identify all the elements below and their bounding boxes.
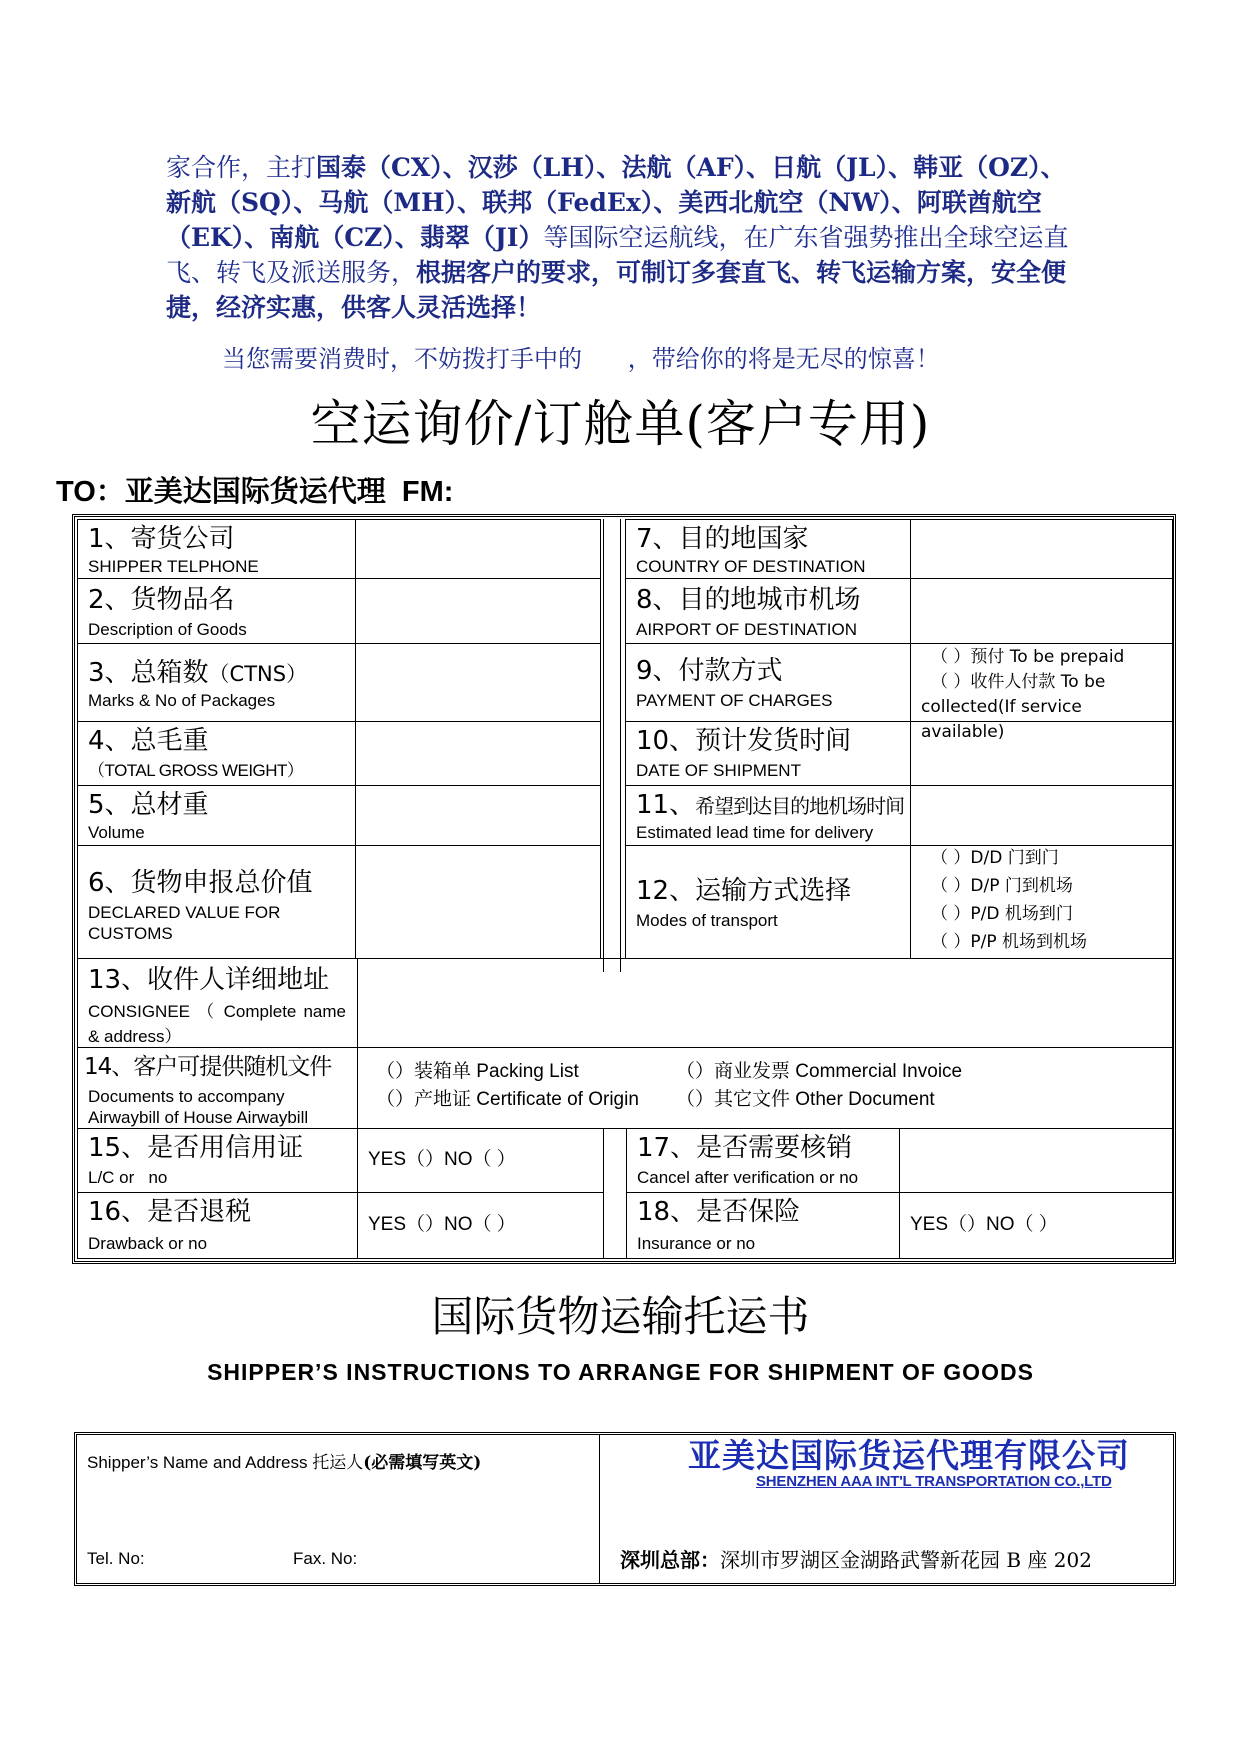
transport-option-pd[interactable]: （ ）P/D 机场到门 xyxy=(931,904,1073,924)
shipper-input[interactable] xyxy=(87,1475,587,1539)
transport-option-dp[interactable]: （ ）D/P 门到机场 xyxy=(931,876,1073,896)
insurance-yes-no[interactable]: YES（）NO（ ） xyxy=(910,1214,1058,1235)
field-input-declared-value[interactable] xyxy=(355,845,601,959)
label-cn: 14、客户可提供随机文件 xyxy=(84,1054,332,1080)
label-cn: 7、目的地国家 xyxy=(636,524,809,554)
field-input-gross-weight[interactable] xyxy=(355,721,601,786)
headquarters-address xyxy=(620,1547,1092,1574)
tel-label: Tel. No: xyxy=(87,1549,145,1568)
field-label-gross-weight xyxy=(77,721,356,786)
shipper-box-divider xyxy=(599,1435,600,1583)
field-input-drawback[interactable] xyxy=(357,1192,604,1259)
field-label-airport xyxy=(625,578,911,644)
label-en: Estimated lead time for delivery xyxy=(636,823,874,842)
hq-label: 深圳总部： xyxy=(620,1548,720,1572)
field-label-verification xyxy=(626,1128,900,1193)
label-en: Drawback or no xyxy=(88,1234,208,1253)
doc-option-packing-list[interactable]: （）装箱单 Packing List xyxy=(376,1061,579,1082)
field-input-packages[interactable] xyxy=(355,643,601,722)
lc-yes-no[interactable]: YES（）NO（ ） xyxy=(368,1149,516,1170)
field-label-insurance xyxy=(626,1192,900,1259)
field-label-ship-date xyxy=(625,721,911,786)
label-cn: 11、 xyxy=(636,790,696,820)
label-en: DATE OF SHIPMENT xyxy=(636,761,801,780)
field-input-volume[interactable] xyxy=(355,785,601,846)
field-input-consignee[interactable] xyxy=(357,958,1173,1048)
company-logo-en: SHENZHEN AAA INT'L TRANSPORTATION CO.,LTD xyxy=(756,1473,1112,1490)
field-label-volume xyxy=(77,785,356,846)
label-en: （TOTAL GROSS WEIGHT） xyxy=(88,761,304,780)
page-title: 空运询价/订舱单(客户专用) xyxy=(310,395,931,453)
field-documents-options xyxy=(357,1047,1173,1129)
label-cn: 18、是否保险 xyxy=(637,1197,801,1227)
label-cn: 6、货物申报总价值 xyxy=(88,868,313,898)
label-en: Description of Goods xyxy=(88,620,247,639)
shipper-label-cn: 托运人 xyxy=(312,1453,364,1473)
field-input-country[interactable] xyxy=(910,519,1173,579)
field-payment-options xyxy=(910,643,1173,742)
field-label-payment xyxy=(625,643,911,722)
field-input-verification[interactable] xyxy=(899,1128,1173,1193)
doc-option-other[interactable]: （）其它文件 Other Document xyxy=(676,1089,935,1110)
field-label-declared-value xyxy=(77,845,356,959)
label-cn: 13、收件人详细地址 xyxy=(88,965,330,995)
field-input-airport[interactable] xyxy=(910,578,1173,644)
label-cn: 10、预计发货时间 xyxy=(636,726,852,756)
intro-text-1: 家合作，主打 xyxy=(166,153,317,182)
field-label-consignee xyxy=(77,958,358,1048)
shipper-name-label xyxy=(87,1451,481,1475)
field-input-lc[interactable] xyxy=(357,1128,604,1193)
inquiry-form xyxy=(72,514,1176,1264)
section2-subtitle xyxy=(0,1354,1241,1390)
doc-option-commercial-invoice[interactable]: （）商业发票 Commercial Invoice xyxy=(676,1061,963,1082)
label-en: AIRPORT OF DESTINATION xyxy=(636,620,858,639)
label-en: Insurance or no xyxy=(637,1234,756,1253)
label-en: Modes of transport xyxy=(636,911,778,930)
field-label-lc xyxy=(77,1128,358,1193)
to-from-line: TO：亚美达国际货运代理 FM: xyxy=(56,476,454,508)
shipper-label-en: Shipper’s Name and Address xyxy=(87,1453,308,1472)
label-en: Cancel after verification or no xyxy=(637,1168,859,1187)
label-en: PAYMENT OF CHARGES xyxy=(636,691,833,710)
transport-option-dd[interactable]: （ ）D/D 门到门 xyxy=(931,848,1059,868)
label-cn: 17、是否需要核销 xyxy=(637,1133,853,1163)
fax-label: Fax. No: xyxy=(293,1549,358,1568)
section2-title: 国际货物运输托运书 xyxy=(431,1292,810,1341)
hq-address: 深圳市罗湖区金湖路武警新花园 B 座 202 xyxy=(720,1548,1092,1572)
label-en: SHIPPER TELPHONE xyxy=(88,557,259,576)
field-input-goods[interactable] xyxy=(355,578,601,644)
field-input-insurance[interactable] xyxy=(899,1192,1173,1259)
intro-text-3: 等国际空运航线，在广东省强势推出全球空运直飞、转飞及派送服务， xyxy=(166,223,1069,287)
field-label-shipper xyxy=(77,519,356,579)
label-cn: 15、是否用信用证 xyxy=(88,1133,304,1163)
label-cn: 1、寄货公司 xyxy=(88,524,235,554)
label-cn-unit: （CTNS） xyxy=(208,662,308,686)
field-label-documents xyxy=(77,1047,358,1129)
field-label-drawback xyxy=(77,1192,358,1259)
field-label-lead-time xyxy=(625,785,911,846)
label-cn: 8、目的地城市机场 xyxy=(636,585,861,615)
drawback-yes-no[interactable]: YES（）NO（ ） xyxy=(368,1214,516,1235)
label-cn: 16、是否退税 xyxy=(88,1197,252,1227)
label-en: Marks & No of Packages xyxy=(88,691,276,710)
tagline: 当您需要消费时，不妨拨打手中的 ，带给你的将是无尽的惊喜！ xyxy=(222,345,940,373)
field-input-shipper[interactable] xyxy=(355,519,601,579)
column-gap-bottom xyxy=(603,1128,627,1259)
payment-option-prepaid[interactable]: （ ）预付 To be prepaid xyxy=(931,647,1125,667)
field-label-packages xyxy=(77,643,356,722)
label-en: L/C or no xyxy=(88,1168,168,1187)
label-cn: 2、货物品名 xyxy=(88,585,235,615)
field-label-goods xyxy=(77,578,356,644)
section2-subtitle-text: SHIPPER’S INSTRUCTIONS TO ARRANGE FOR SHIPMENT OF GOODS xyxy=(207,1359,1034,1385)
intro-airlines: 国泰（CX）、汉莎（LH）、法航（AF）、日航（JL）、韩亚（OZ）、新航（SQ）、马航（MH）、联邦（FedEx）、美西北航空（NW）、阿联酋航空（EK）、南航（CZ）、翡翠（JI） xyxy=(166,153,1066,252)
label-cn: 5、总材重 xyxy=(88,790,209,820)
field-label-country xyxy=(625,519,911,579)
label-cn: 12、运输方式选择 xyxy=(636,876,852,906)
column-gap xyxy=(603,519,621,972)
label-en: DECLARED VALUE FOR CUSTOMS xyxy=(88,903,281,943)
field-input-ship-date[interactable] xyxy=(910,721,1173,786)
field-input-lead-time[interactable] xyxy=(910,785,1173,846)
label-cn: 9、付款方式 xyxy=(636,656,783,686)
label-en: Volume xyxy=(88,823,145,842)
label-en: Documents to accompany Airwaybill of House Airwaybill xyxy=(88,1087,309,1127)
transport-option-pp[interactable]: （ ）P/P 机场到机场 xyxy=(931,932,1088,952)
intro-highlight: 根据客户的要求，可制订多套直飞、转飞运输方案，安全便捷，经济实惠，供客人灵活选择！ xyxy=(166,258,1067,322)
label-cn-sub: 希望到达目的地机场时间 xyxy=(695,794,905,818)
label-cn: 3、总箱数 xyxy=(88,658,209,688)
field-transport-options xyxy=(910,845,1173,959)
shipper-label-note: (必需填写英文) xyxy=(363,1453,482,1473)
payment-option-collect[interactable]: （ ）收件人付款 To be collected(If service available) xyxy=(921,672,1106,742)
label-en: CONSIGNEE （ Complete name & address） xyxy=(88,1002,346,1046)
label-cn: 4、总毛重 xyxy=(88,726,209,756)
field-label-transport xyxy=(625,845,911,959)
intro-paragraph xyxy=(166,150,1076,325)
doc-option-certificate-origin[interactable]: （）产地证 Certificate of Origin xyxy=(376,1089,639,1110)
label-en: COUNTRY OF DESTINATION xyxy=(636,557,866,576)
company-logo-cn: 亚美达国际货运代理有限公司 xyxy=(688,1436,1130,1475)
